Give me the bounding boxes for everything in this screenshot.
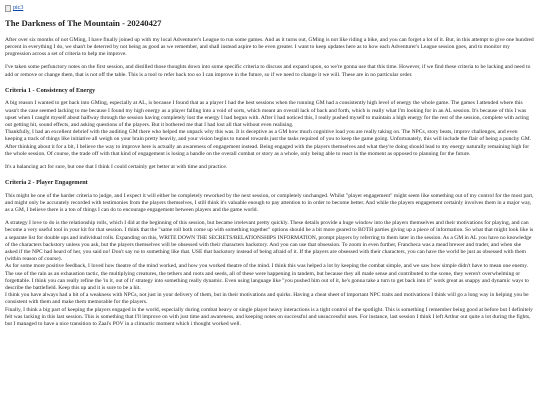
image-alt-text: pic3	[13, 5, 24, 11]
criteria-2-paragraph-3: As for some more positive feedback, I loved how theatre of the mind worked, and how you worked theatre of the mind. I think this was helped a lot by keeping the combat simple, and we saw how simple didn't have to mean one enemy. The use of the rain as an exhaustion tactic, the multiplying creatures, the tethers and roots and seeds, all of these were happening in tandem, but because they all made sense and contributed to the scene, they weren't overwhelming or forgettable. I think you can really refine the 'in it, out of it' strategy into something really dynamic. Even using language like "you pushed him out of it, he's gonna take a turn to get back into it" work great as snappy and dynamic ways to describe the battlefield. Keep this up and it is sure to be a hit.	[5, 263, 529, 292]
criteria-1-paragraph-2: Thankfully, I had an excellent debrief with the auditing GM there who helped me unpack why this was. It is deceptive as a GM how much cognitive load you are really taking on. The NPCs, story beats, improv challenges, and even keeping a track of things like initiative all weigh on your brain pretty heavily, and your vision begins to tunnel towards just the tasks required of you to keep the game going. Unfortunately, this will include the flair of being a punchy GM.	[5, 129, 532, 143]
criteria-2-paragraph-2: A strategy I love to do is the relationship rolls, which I did at the beginning of this session, but became irrelevant pretty quickly. These details provide a huge window into the players themselves and their motivations for playing, and can become a very useful tool in your kit for that session. I think that the "same roll both come up with something together" options should be a bit more geared to BOTH parties giving up a piece of information. So what that might look like is a separate list for double ups and individual rolls. Expanding on this, WRITE DOWN THE SECRETS/RELATIONSHIPS INFORMATION, prompt players by referring to them later in the session. As a GM in AL you have no knowledge of the characters backstory unless you ask, but the players themselves will be obsessed with their characters backstory. And you can use that obsession. To zoom in even further, Francheca was a mead brewer and trader, and when she asked if the NPC had heard of her, you said no! Don't say no to something like that. USE that backstory instead of being afraid of it. If the players are obsessed with their characters, you can have the world be just as obsessed with them (within reason of course).	[5, 220, 534, 263]
criteria-2-paragraph-1: This might be one of the harder criteria to judge, and I expect it will either be completely reworked by the next session, or completely unchanged. Whilst "player engagement" might seem like something out of my control for the most part, and might only be accurately recorded with testimonies from the players themselves, I still think it's valuable enough to pay attention to in order to become better. And while the players engagement certainly involves them in a major way, as a GM, I believe there is a ton of things I can do to encourage engagement between players and the game world.	[5, 192, 534, 213]
section-heading-criteria-2: Criteria 2 - Player Engagement	[5, 179, 88, 187]
page-title: The Darkness of The Mountain - 20240427	[5, 18, 162, 28]
criteria-1-paragraph-1: A big reason I wanted to get back into GMing, especially at AL, is because I found that as a player I had the best sessions when the running GM had a consistently high level of energy the whole game. The games I attended where this wasn't the case seemed lacking to me because I found my high energy as a player falling into a void of sorts, which meant an overall lack of back and forth, which is really what I'm looking for in an AL session. It's because of this I was upset when I caught myself about halfway through the session having completely lost the energy I had begun with. After I had noticed this, I really pushed myself to maintain a high energy for the rest of the session, complete with acting out getting hit, sound effects, and asking questions of the players. But it bothered me that I had lost all that without even realising.	[5, 100, 529, 128]
criteria-1-paragraph-3: After thinking about it for a bit, I believe the way to improve here is actually an awareness of engagement instead. Being engaged with the players themselves and what they're doing should lead to my energy naturally remaining high for the whole session. Of course, the trade off with that kind of engagement is losing a handle on the overall combat or story as a whole, only being able to react in the moment as opposed to planning for the future.	[5, 143, 530, 157]
section-heading-criteria-1: Criteria 1 - Consistency of Energy	[5, 86, 96, 94]
criteria-2-paragraph-4: I think you have always had a bit of a weakness with NPCs, not just in your delivery of them, but in their motivations and quirks. Having a cheat sheet of important NPC traits and motivations I think will go a long way in helping you be consistent with them and make them memorable for the players.	[5, 292, 529, 306]
article-image[interactable]	[5, 3, 535, 13]
criteria-1-paragraph-4: It's a balancing act for sure, but one that I think I could certainly get better at with time and practice.	[5, 163, 228, 170]
intro-paragraph-2: I've taken some perfunctory notes on the first session, and distilled those thoughts down into some specific criteria to discuss and expand upon, so we're gonna use that this time. However, if we find these criteria to be lacking and need to add or remove or change them, that is not off the table. This is a tool to refer back too so I can improve in the future, so if we need to change it we will. These are in no particular order.	[5, 64, 531, 78]
broken-image-icon	[5, 5, 11, 12]
intro-paragraph-1: After over six months of not GMing, I have finally joined up with my local Adventurer's League to run some games. And as it turns out, GMing is not like riding a bike, and you can forget a lot of it. But, in this attempt to give one hundred percent in everything I do, we shan't be deterred by not being as good as we remember, and shall instead aspire to be even greater. I want to keep updates here as to how each Adventurer's League session goes, and to monitor my progression across a set of criteria to help me improve.	[5, 36, 534, 58]
criteria-2-paragraph-5: Finally, I think a big part of keeping the players engaged in the world, especially during combat heavy or single player heavy interactions is a tight control of the spotlight. This is something I remember being good at before but I definitely felt was lacking in this last session. This is something that I'll improve on with just time and awareness, and keeping notes on successful and unsuccessful uses. For instance, last session I think I left Arthur out quite a lot during the fights, but I managed to have a nice transition to Zaal's POV in a climactic moment which i thought worked well.	[5, 306, 533, 328]
